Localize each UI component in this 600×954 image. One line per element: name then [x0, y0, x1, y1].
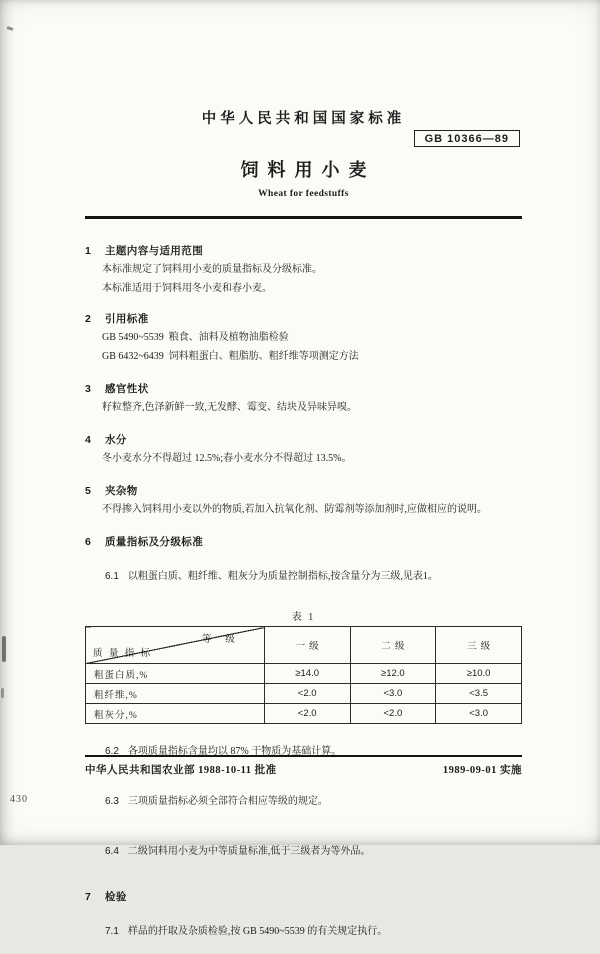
clause-6-4 [85, 829, 522, 874]
paragraph: 本标准适用于饲料用冬小麦和春小麦。 [102, 283, 272, 294]
section-7-heading [85, 889, 522, 904]
section-1-heading [85, 243, 522, 258]
column-header-grade1: 一级 [264, 627, 350, 664]
corner-label-grade: 等 级 [202, 635, 238, 645]
clause-text: 样品的扦取及杂质检验,按 GB 5490~5539 的有关规定执行。 [127, 926, 388, 937]
section-5-heading [85, 483, 522, 498]
section-6-heading [85, 534, 522, 549]
scan-artifact [1, 688, 4, 698]
section-title: 质量指标及分级标准 [105, 537, 204, 548]
section-title: 夹杂物 [105, 486, 138, 497]
section-number: 1 [85, 245, 92, 257]
table-header-row [86, 627, 522, 664]
approval-line: 中华人民共和国农业部 1988-10-11 批准 [85, 765, 277, 776]
paragraph: 冬小麦水分不得超过 12.5%;春小麦水分不得超过 13.5%。 [102, 453, 352, 464]
grade-table [85, 626, 522, 724]
cell-value: <2.0 [264, 704, 350, 724]
section-number: 7 [85, 891, 92, 903]
paragraph: 不得掺入饲料用小麦以外的物质,若加入抗氧化剂、防霉剂等添加剂时,应做相应的说明。 [102, 504, 487, 515]
standard-number: GB 10366—89 [424, 133, 509, 145]
row-label: 粗纤维,% [86, 684, 265, 704]
section-number: 5 [85, 485, 92, 497]
standard-org-title: 中华人民共和国国家标准 [201, 111, 406, 127]
column-header-grade2: 二级 [350, 627, 436, 664]
scan-artifact [2, 636, 6, 662]
document-footer [85, 755, 522, 777]
header-divider [85, 216, 522, 219]
section-number: 3 [85, 383, 92, 395]
section-title: 水分 [105, 435, 127, 446]
table-row [86, 684, 522, 704]
document-title: 饲料用小麦 [240, 160, 376, 180]
cell-value: <3.0 [436, 704, 522, 724]
cell-value: ≥10.0 [436, 664, 522, 684]
cell-value: <2.0 [264, 684, 350, 704]
row-label: 粗灰分,% [86, 704, 265, 724]
clause-number: 6.3 [105, 796, 119, 807]
document-title-english: Wheat for feedstuffs [258, 189, 349, 199]
table-corner-cell [86, 627, 265, 664]
clause-6-3 [85, 779, 522, 824]
section-number: 4 [85, 434, 92, 446]
document-content [85, 0, 522, 937]
cell-value: <2.0 [350, 704, 436, 724]
section-title: 检验 [105, 892, 127, 903]
clause-text: 二级饲料用小麦为中等质量标准,低于三级者为等外品。 [127, 846, 371, 857]
page-number: 430 [10, 794, 28, 805]
document-body [85, 243, 522, 954]
clause-text: 三项质量指标必须全部符合相应等级的规定。 [127, 796, 328, 807]
column-header-grade3: 三级 [436, 627, 522, 664]
clause-number: 6.1 [105, 571, 119, 582]
table-row [86, 664, 522, 684]
section-4-heading [85, 432, 522, 447]
clause-text: 以粗蛋白质、粗纤维、粗灰分为质量控制指标,按含量分为三级,见表1。 [127, 571, 438, 582]
row-label: 粗蛋白质,% [86, 664, 265, 684]
clause-6-1 [85, 554, 522, 599]
paragraph: 籽粒整齐,色泽新鲜一致,无发酵、霉变、结块及异味异嗅。 [102, 402, 357, 413]
paragraph: GB 5490~5539 粮食、油料及植物油脂检验 [102, 332, 289, 343]
table-caption: 表 1 [291, 612, 316, 623]
clause-7-1 [85, 909, 522, 954]
scan-artifact [7, 26, 14, 31]
cell-value: <3.0 [350, 684, 436, 704]
clause-number: 6.4 [105, 846, 119, 857]
paragraph: GB 6432~6439 饲料粗蛋白、粗脂肪、粗纤维等项测定方法 [102, 351, 359, 362]
clause-number: 7.1 [105, 926, 119, 937]
section-title: 感官性状 [105, 384, 149, 395]
table-row [86, 704, 522, 724]
section-2-heading [85, 311, 522, 326]
section-title: 引用标准 [105, 314, 149, 325]
section-number: 6 [85, 536, 92, 548]
standard-number-box [414, 130, 520, 147]
section-title: 主题内容与适用范围 [105, 246, 204, 257]
clause-number: 6.2 [105, 746, 119, 757]
section-number: 2 [85, 313, 92, 325]
clause-text: 各项质量指标含量均以 87% 干物质为基础计算。 [127, 746, 342, 757]
cell-value: <3.5 [436, 684, 522, 704]
implementation-date: 1989-09-01 实施 [442, 765, 522, 776]
cell-value: ≥14.0 [264, 664, 350, 684]
paragraph: 本标准规定了饲料用小麦的质量指标及分级标准。 [102, 264, 322, 275]
section-3-heading [85, 381, 522, 396]
cell-value: ≥12.0 [350, 664, 436, 684]
corner-label-indicator: 质 量 指 标 [93, 649, 153, 659]
